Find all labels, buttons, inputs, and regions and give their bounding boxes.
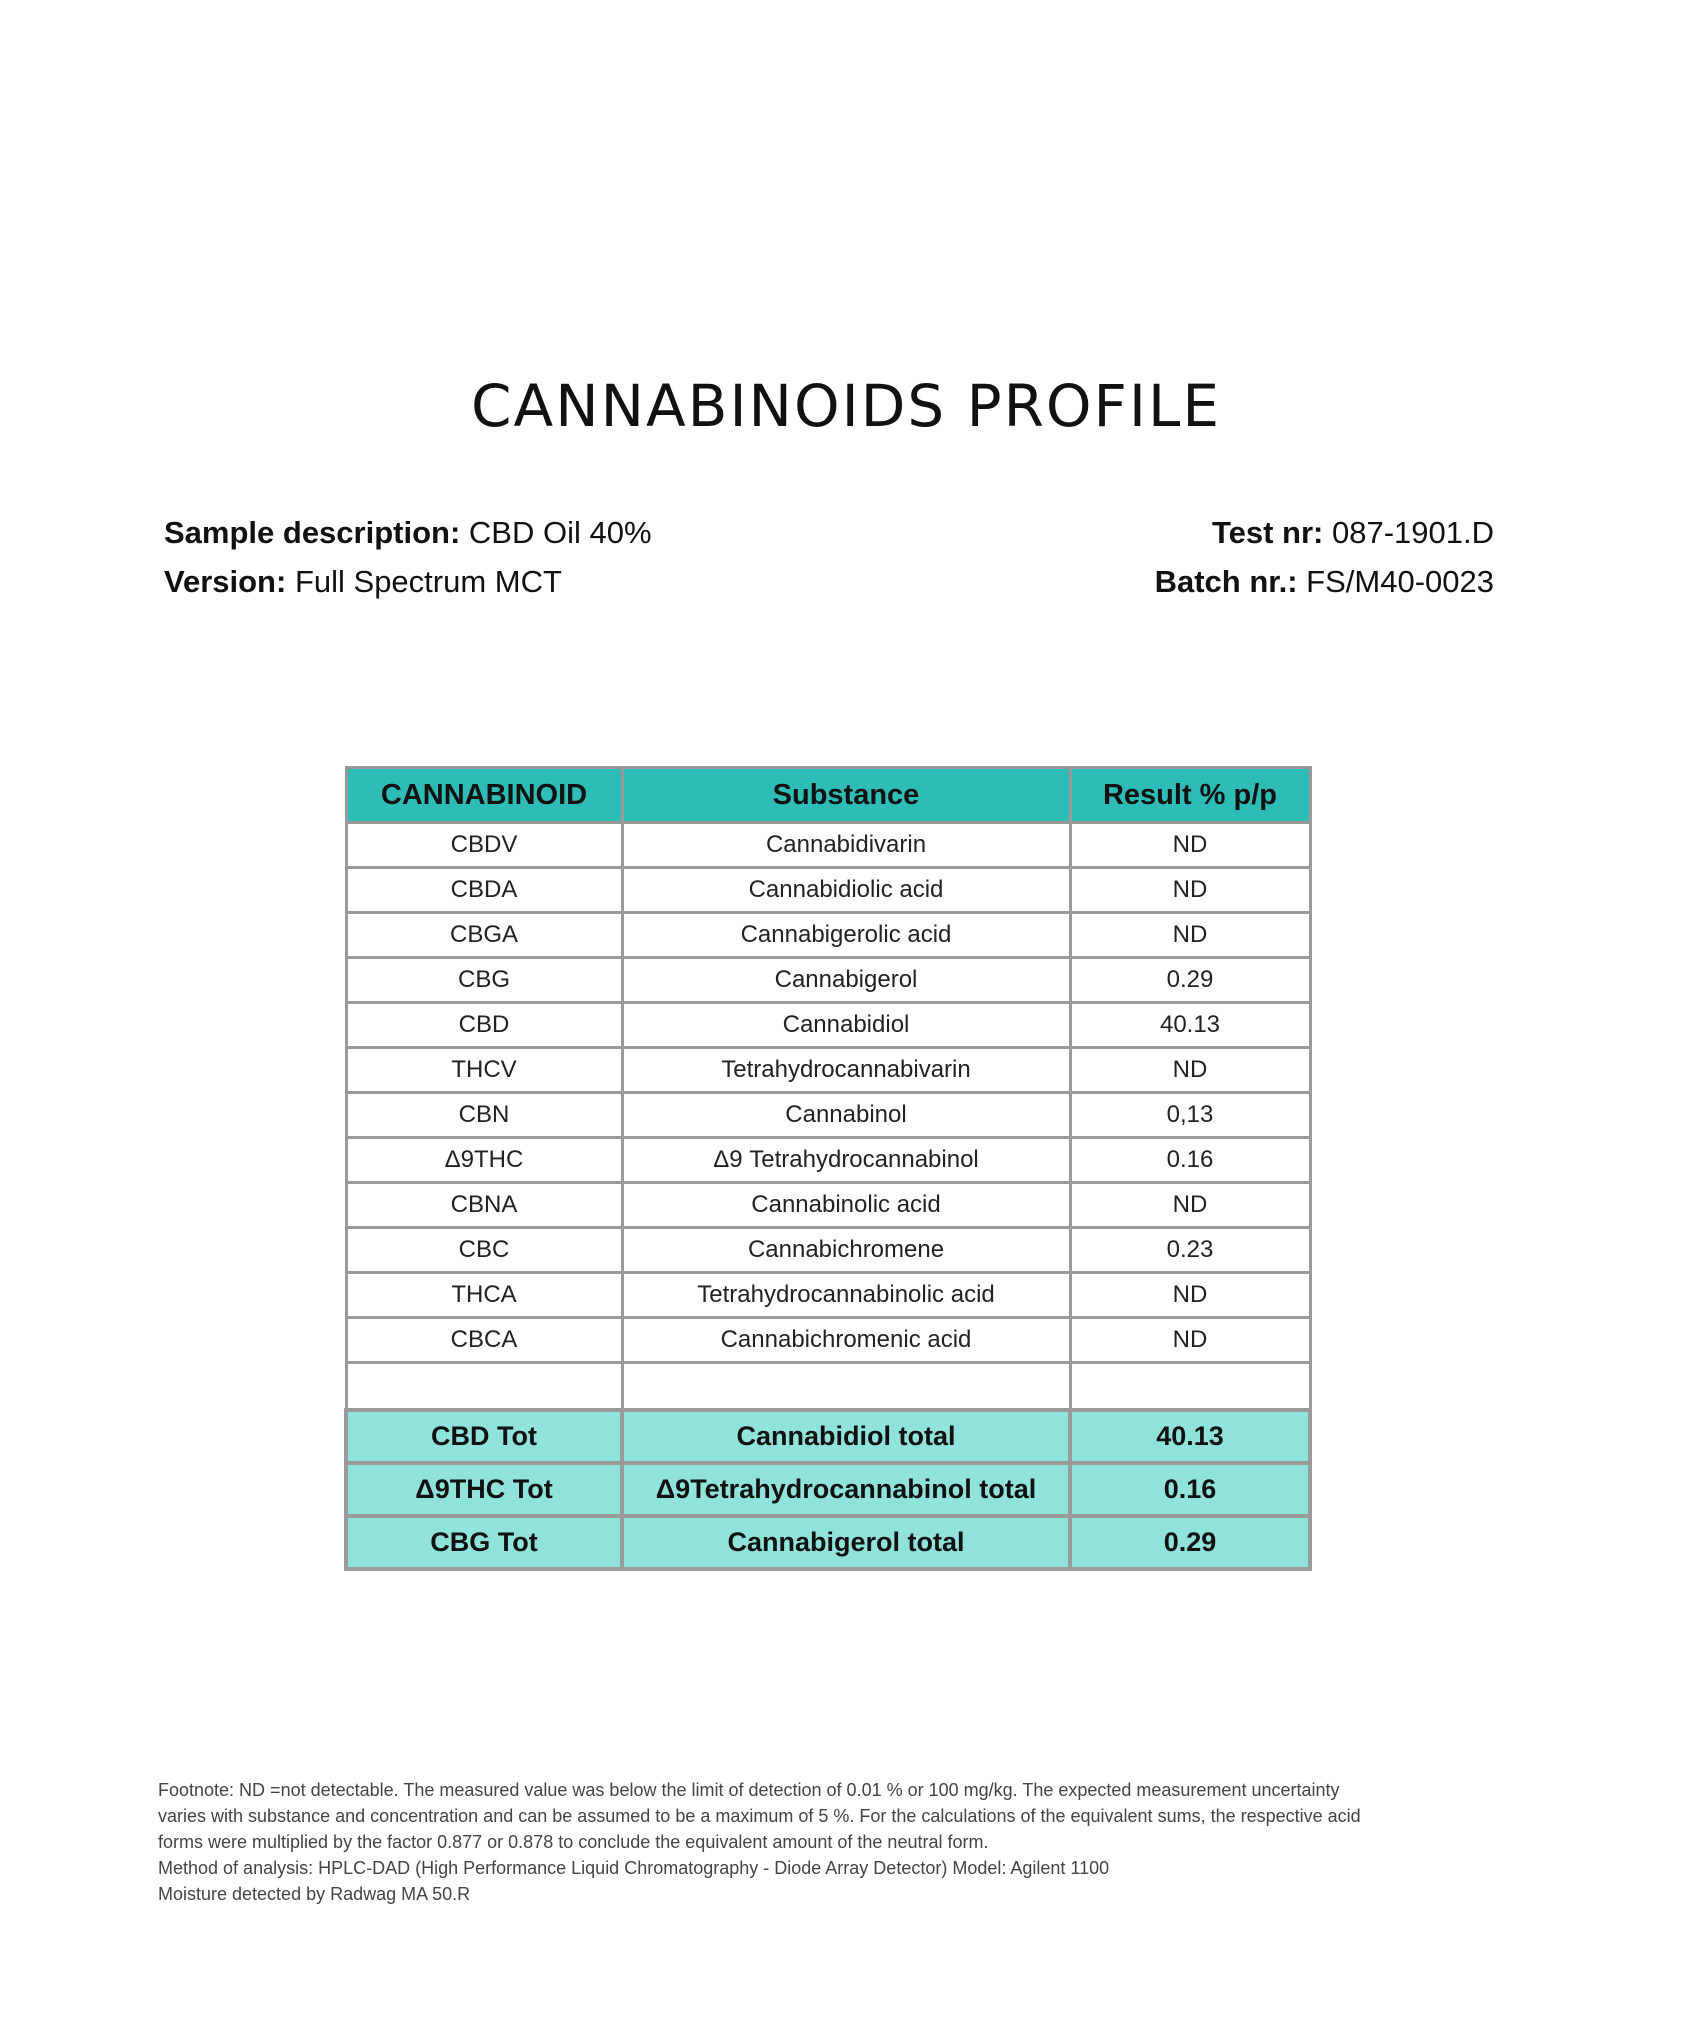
cannabinoid-cell: CBDV	[346, 823, 622, 868]
total-cannabinoid-cell: CBD Tot	[346, 1410, 622, 1463]
table-row	[346, 1003, 1310, 1048]
result-cell: ND	[1070, 913, 1310, 958]
header-result: Result % p/p	[1070, 768, 1310, 823]
table-row	[346, 1093, 1310, 1138]
test-number-value: 087-1901.D	[1331, 515, 1494, 550]
cannabinoid-cell: CBC	[346, 1228, 622, 1273]
test-info	[1155, 508, 1494, 606]
sample-description	[164, 508, 652, 557]
substance-cell: Cannabinol	[622, 1093, 1070, 1138]
footnote-moisture: Moisture detected by Radwag MA 50.R	[158, 1884, 471, 1904]
table-row	[346, 1273, 1310, 1318]
table-row	[346, 1048, 1310, 1093]
result-cell: 0,13	[1070, 1093, 1310, 1138]
batch-number	[1155, 557, 1494, 606]
table-row	[346, 823, 1310, 868]
result-cell: ND	[1070, 1048, 1310, 1093]
footnote-line: varies with substance and concentration and can be assumed to be a maximum of 5 %. For the calculations of the equivalent sums, the respective acid	[158, 1806, 1361, 1826]
result-cell: ND	[1070, 1273, 1310, 1318]
version-value: Full Spectrum MCT	[294, 564, 562, 599]
footnote-line: forms were multiplied by the factor 0.877 or 0.878 to conclude the equivalent amount of the neutral form.	[158, 1832, 989, 1852]
result-cell: 0.29	[1070, 958, 1310, 1003]
total-cannabinoid-cell: Δ9THC Tot	[346, 1463, 622, 1516]
cannabinoid-cell: CBDA	[346, 868, 622, 913]
header-substance: Substance	[622, 768, 1070, 823]
totals-body	[346, 1410, 1310, 1569]
result-cell: ND	[1070, 1183, 1310, 1228]
substance-cell: Cannabigerolic acid	[622, 913, 1070, 958]
cannabinoid-cell: THCV	[346, 1048, 622, 1093]
table-row	[346, 1228, 1310, 1273]
total-row	[346, 1516, 1310, 1569]
footnote-line: Footnote: ND =not detectable. The measured value was below the limit of detection of 0.01 % or 100 mg/kg. The expected measurement uncertainty	[158, 1780, 1340, 1800]
substance-cell: Cannabidiol	[622, 1003, 1070, 1048]
total-cannabinoid-cell: CBG Tot	[346, 1516, 622, 1569]
cannabinoid-cell: CBCA	[346, 1318, 622, 1363]
test-number	[1155, 508, 1494, 557]
sample-info	[164, 508, 652, 606]
batch-number-label: Batch nr.:	[1154, 564, 1298, 599]
cannabinoid-cell: CBN	[346, 1093, 622, 1138]
table-row	[346, 958, 1310, 1003]
table-row	[346, 1183, 1310, 1228]
substance-cell: Cannabinolic acid	[622, 1183, 1070, 1228]
result-cell: 0.23	[1070, 1228, 1310, 1273]
total-substance-cell: Δ9Tetrahydrocannabinol total	[622, 1463, 1070, 1516]
sample-description-value: CBD Oil 40%	[468, 515, 652, 550]
empty-cell	[346, 1363, 622, 1411]
table-row	[346, 1318, 1310, 1363]
version	[164, 557, 652, 606]
footnote	[158, 1777, 1478, 1907]
cannabinoid-cell: CBD	[346, 1003, 622, 1048]
total-row	[346, 1410, 1310, 1463]
substance-cell: Tetrahydrocannabinolic acid	[622, 1273, 1070, 1318]
substance-cell: Cannabigerol	[622, 958, 1070, 1003]
substance-cell: Tetrahydrocannabivarin	[622, 1048, 1070, 1093]
table-body	[346, 823, 1310, 1411]
result-cell: 0.16	[1070, 1138, 1310, 1183]
total-result-cell: 0.29	[1070, 1516, 1310, 1569]
total-result-cell: 40.13	[1070, 1410, 1310, 1463]
cannabinoid-cell: CBNA	[346, 1183, 622, 1228]
cannabinoids-table	[344, 766, 1312, 1571]
sample-description-label: Sample description:	[164, 515, 461, 550]
substance-cell: Cannabidivarin	[622, 823, 1070, 868]
version-label: Version:	[164, 564, 287, 599]
cannabinoid-cell: CBG	[346, 958, 622, 1003]
test-number-label: Test nr:	[1211, 515, 1324, 550]
empty-cell	[1070, 1363, 1310, 1411]
table-row	[346, 868, 1310, 913]
page-title: CANNABINOIDS PROFILE	[471, 372, 1221, 440]
cannabinoid-cell: Δ9THC	[346, 1138, 622, 1183]
total-substance-cell: Cannabidiol total	[622, 1410, 1070, 1463]
cannabinoid-cell: CBGA	[346, 913, 622, 958]
header-row	[346, 768, 1310, 823]
header-cannabinoid: CANNABINOID	[346, 768, 622, 823]
batch-number-value: FS/M40-0023	[1306, 564, 1494, 599]
result-cell: ND	[1070, 868, 1310, 913]
table-header	[346, 768, 1310, 823]
result-cell: ND	[1070, 1318, 1310, 1363]
substance-cell: Δ9 Tetrahydrocannabinol	[622, 1138, 1070, 1183]
result-cell: ND	[1070, 823, 1310, 868]
substance-cell: Cannabidiolic acid	[622, 868, 1070, 913]
total-row	[346, 1463, 1310, 1516]
result-cell: 40.13	[1070, 1003, 1310, 1048]
cannabinoid-cell: THCA	[346, 1273, 622, 1318]
empty-row	[346, 1363, 1310, 1411]
total-substance-cell: Cannabigerol total	[622, 1516, 1070, 1569]
total-result-cell: 0.16	[1070, 1463, 1310, 1516]
empty-cell	[622, 1363, 1070, 1411]
footnote-method: Method of analysis: HPLC-DAD (High Performance Liquid Chromatography - Diode Array Detector) Model: Agilent 1100	[158, 1858, 1110, 1878]
table-row	[346, 1138, 1310, 1183]
substance-cell: Cannabichromene	[622, 1228, 1070, 1273]
table-row	[346, 913, 1310, 958]
substance-cell: Cannabichromenic acid	[622, 1318, 1070, 1363]
